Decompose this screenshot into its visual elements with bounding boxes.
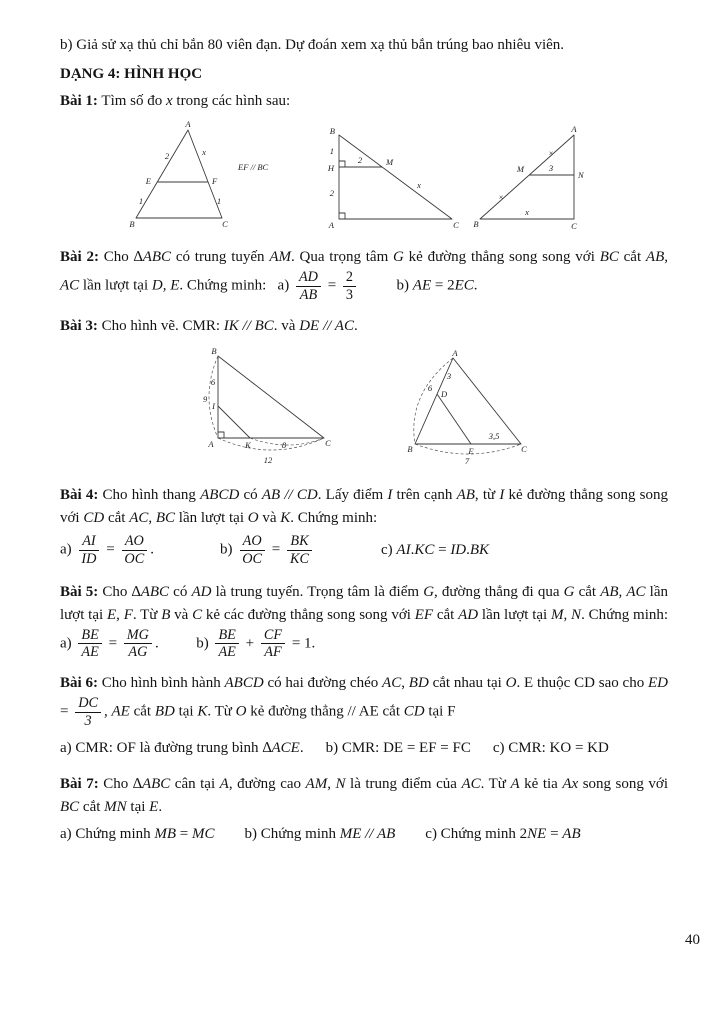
dashed-arc-ac bbox=[218, 438, 324, 450]
text-run: ABCD bbox=[200, 486, 240, 503]
text-run: ∆ABC bbox=[132, 776, 171, 793]
fig4-label-8: 8 bbox=[281, 439, 287, 450]
text-run: , bbox=[116, 606, 124, 623]
text-run: . Chứng minh: a) bbox=[179, 277, 293, 294]
text-run: , bbox=[563, 606, 572, 623]
text-run: ∆ACE bbox=[262, 739, 300, 756]
figure-triangle-mn-midline bbox=[472, 125, 592, 230]
text-run: BC bbox=[155, 509, 176, 526]
text-run: . Từ bbox=[207, 703, 236, 720]
fig1-label-b: B bbox=[129, 219, 135, 230]
text-run: . Chứng minh: a) bbox=[60, 606, 669, 651]
text-run: M bbox=[551, 606, 564, 623]
text-run: F bbox=[123, 606, 133, 623]
text-run: kẻ đường thẳng song song với bbox=[60, 486, 668, 526]
text-run: có bbox=[239, 486, 262, 503]
text-run: c) bbox=[381, 541, 397, 558]
fig5-label-35: 3,5 bbox=[488, 430, 500, 441]
text-run: b) bbox=[359, 277, 413, 294]
fig3-label-b: B bbox=[473, 219, 479, 230]
text-run: ABCD bbox=[224, 675, 264, 692]
text-run: . Từ bbox=[480, 776, 511, 793]
text-run: Tìm số đo bbox=[97, 92, 166, 109]
text-run: AC bbox=[60, 277, 80, 294]
text-run: có hai đường chéo bbox=[263, 675, 383, 692]
fig2-label-h: H bbox=[327, 163, 334, 174]
text-run: . bbox=[410, 541, 415, 558]
text-run: , bbox=[104, 703, 112, 720]
text-run: . và bbox=[273, 317, 300, 334]
fig2-label-1: 1 bbox=[329, 146, 334, 157]
fraction: $\frac{AO}{OC}$ bbox=[239, 533, 265, 567]
text-run: a) bbox=[60, 541, 76, 558]
text-run: trong các hình sau: bbox=[172, 92, 291, 109]
text-run: , bbox=[162, 277, 171, 294]
text-run: O bbox=[247, 509, 259, 526]
text-run: DE // AC bbox=[299, 317, 354, 334]
text-run: , bbox=[401, 675, 409, 692]
exercise-6-item-b bbox=[326, 737, 471, 760]
text-run: . bbox=[353, 317, 358, 334]
figure-triangle-de bbox=[405, 350, 530, 468]
text-run: BD bbox=[408, 675, 429, 692]
fig4-label-9: 9 bbox=[203, 393, 208, 404]
text-run: A bbox=[219, 776, 229, 793]
exercise-3-statement bbox=[60, 315, 668, 338]
figure-right-triangle-ik bbox=[202, 346, 337, 468]
text-run: b) Giả sử xạ thủ chỉ bắn 80 viên đạn. Dự đoán xem xạ thủ bắn trúng bao nhiêu viên. bbox=[60, 37, 565, 53]
text-run: AI bbox=[396, 541, 411, 558]
text-run: , bbox=[327, 776, 336, 793]
exercise-7-statement bbox=[60, 773, 668, 819]
fraction: $\frac{MG}{AG}$ bbox=[124, 627, 152, 661]
text-run: EC bbox=[454, 277, 474, 294]
text-run: Cho bbox=[98, 249, 134, 266]
segment-de bbox=[437, 394, 471, 444]
fraction: $\frac{CF}{AF}$ bbox=[261, 627, 285, 661]
fig2-label-2-top: 2 bbox=[357, 155, 363, 166]
text-run: K bbox=[280, 509, 291, 526]
text-run: AB // CD bbox=[261, 486, 318, 503]
text-run: Bài 4: bbox=[60, 486, 99, 503]
text-run: E bbox=[106, 606, 117, 623]
text-run: O bbox=[235, 703, 247, 720]
figure-triangle-ef-parallel-bc bbox=[126, 118, 311, 230]
exercise-1-statement bbox=[60, 90, 668, 113]
fig5-label-c: C bbox=[521, 443, 527, 454]
text-run: I bbox=[499, 486, 505, 503]
text-run: song song với bbox=[578, 776, 669, 793]
fig5-label-6: 6 bbox=[427, 382, 433, 393]
fraction: $\frac{BK}{KC}$ bbox=[287, 533, 312, 567]
text-run: và bbox=[170, 606, 193, 623]
dashed-arc-ba bbox=[209, 356, 218, 438]
text-run: cắt bbox=[79, 799, 105, 816]
exercise-5-statement bbox=[60, 581, 668, 660]
fig2-label-m: M bbox=[386, 157, 394, 168]
fig5-label-b: B bbox=[407, 443, 413, 454]
text-run: có trung tuyến bbox=[171, 249, 270, 266]
text-run: AC bbox=[129, 509, 149, 526]
fig2-label-c: C bbox=[453, 220, 459, 231]
text-run: Cho hình thang bbox=[98, 486, 201, 503]
text-run: . Chứng minh: bbox=[290, 509, 378, 526]
text-run: b) bbox=[219, 541, 237, 558]
fraction: $\frac{BE}{AE}$ bbox=[215, 627, 238, 661]
text-run: a) Chứng minh bbox=[60, 826, 155, 843]
text-run: a) CMR: OF là đường trung bình bbox=[60, 739, 263, 756]
triangle-outline bbox=[218, 356, 324, 438]
section-heading bbox=[60, 63, 668, 86]
text-run: . bbox=[299, 739, 304, 756]
text-run: E bbox=[170, 277, 180, 294]
text-run: BC bbox=[599, 249, 619, 266]
text-run: cắt bbox=[129, 703, 155, 720]
text-run: là trung tuyến. Trọng tâm là điểm bbox=[211, 584, 424, 601]
fig2-label-b: B bbox=[329, 126, 335, 137]
exercise-4-items bbox=[60, 533, 668, 567]
fig1-label-2: 2 bbox=[164, 151, 170, 162]
text-run: KC bbox=[414, 541, 435, 558]
text-run: . bbox=[466, 541, 470, 558]
text-run: , đường thẳng đi qua bbox=[434, 584, 564, 601]
text-run: = bbox=[434, 541, 451, 558]
text-run: lần lượt tại bbox=[60, 584, 669, 623]
text-run: I bbox=[387, 486, 393, 503]
fig4-label-k: K bbox=[245, 439, 251, 450]
text-run: = bbox=[268, 541, 284, 558]
fig1-label-c: C bbox=[222, 219, 228, 230]
triangle-outline bbox=[415, 358, 521, 444]
fig3-tick-2: × bbox=[548, 148, 554, 159]
text-run: có bbox=[169, 584, 192, 601]
text-run: Bài 7: bbox=[60, 776, 99, 793]
text-run: c) Chứng minh 2 bbox=[425, 826, 528, 843]
fig3-label-c: C bbox=[571, 221, 577, 231]
text-run: Cho bbox=[98, 584, 132, 601]
fig1-label-f: F bbox=[212, 176, 218, 187]
text-run: . Qua trọng tâm bbox=[291, 249, 394, 266]
text-run: AC bbox=[461, 776, 481, 793]
exercise-6-statement bbox=[60, 672, 668, 729]
text-run: , đường cao bbox=[228, 776, 306, 793]
text-run: lần lượt tại bbox=[79, 277, 152, 294]
text-run: = 1. bbox=[288, 634, 316, 651]
text-run: G bbox=[563, 584, 575, 601]
text-run: kẻ đường thẳng // AE cắt bbox=[246, 703, 404, 720]
fig5-label-e: E bbox=[468, 445, 474, 456]
exercise-6-item-c bbox=[493, 737, 609, 760]
fig3-label-x: x bbox=[525, 207, 529, 218]
text-run: , bbox=[148, 509, 156, 526]
text-run: Cho bbox=[98, 776, 133, 793]
text-run: AD bbox=[191, 584, 212, 601]
text-run: DẠNG 4: HÌNH HỌC bbox=[60, 65, 203, 82]
text-run: cắt bbox=[104, 509, 130, 526]
text-run: O bbox=[505, 675, 517, 692]
fig3-label-3: 3 bbox=[548, 163, 554, 174]
intro-line-b bbox=[60, 34, 668, 57]
figure-right-triangle-hm bbox=[319, 125, 464, 230]
right-angle-mark-a bbox=[218, 432, 224, 438]
text-run: AE bbox=[111, 703, 130, 720]
text-run: BC bbox=[60, 799, 80, 816]
text-run: c) CMR: KO = KD bbox=[492, 739, 609, 756]
text-run: , từ bbox=[474, 486, 500, 503]
text-run: MB bbox=[154, 826, 177, 843]
text-run: AC bbox=[626, 584, 646, 601]
text-run: AB bbox=[562, 826, 581, 843]
text-run: . Lấy điểm bbox=[317, 486, 388, 503]
fig5-label-7: 7 bbox=[464, 455, 470, 466]
text-run: = bbox=[323, 277, 340, 294]
text-run: K bbox=[197, 703, 208, 720]
text-run: = bbox=[176, 826, 193, 843]
exercise-4-statement bbox=[60, 484, 668, 530]
text-run: BK bbox=[469, 541, 490, 558]
text-run: IK // BC bbox=[223, 317, 274, 334]
text-run: lần lượt tại bbox=[175, 509, 248, 526]
text-run: BD bbox=[154, 703, 175, 720]
fig1-label-e: E bbox=[145, 176, 151, 187]
text-run: tại F bbox=[424, 703, 456, 720]
exercise-7-item-b bbox=[245, 823, 396, 846]
text-run: AC bbox=[382, 675, 402, 692]
text-run: Bài 5: bbox=[60, 584, 99, 601]
text-run: ED bbox=[648, 675, 669, 692]
right-angle-mark-h bbox=[339, 161, 345, 167]
fig5-label-a: A bbox=[452, 349, 458, 358]
right-angle-mark-a bbox=[339, 213, 345, 219]
text-run: Bài 1: bbox=[60, 92, 98, 109]
text-run: G bbox=[423, 584, 435, 601]
text-run: , bbox=[664, 249, 668, 266]
text-run: E bbox=[149, 799, 159, 816]
text-run: AB bbox=[456, 486, 475, 503]
exercise-7-item-a bbox=[60, 823, 215, 846]
exercise-2-statement bbox=[60, 246, 668, 303]
text-run: C bbox=[192, 606, 203, 623]
text-run: ∆ABC bbox=[133, 249, 172, 266]
fig4-label-a: A bbox=[208, 438, 214, 449]
text-run: AM bbox=[305, 776, 328, 793]
text-run: CD bbox=[83, 509, 105, 526]
fraction: $\frac{DC}{3}$ bbox=[75, 695, 101, 729]
text-run: . bbox=[158, 799, 163, 816]
text-run: ME // AB bbox=[339, 826, 396, 843]
text-run: , bbox=[618, 584, 627, 601]
text-run: = bbox=[546, 826, 563, 843]
text-run: Bài 2: bbox=[60, 249, 99, 266]
fraction: $\frac{AO}{OC}$ bbox=[121, 533, 147, 567]
fig4-label-6: 6 bbox=[210, 376, 216, 387]
fraction: $\frac{2}{3}$ bbox=[343, 269, 356, 303]
text-run: là trung điểm của bbox=[345, 776, 462, 793]
text-run: trên cạnh bbox=[392, 486, 457, 503]
dashed-arc-kc bbox=[250, 438, 324, 445]
fig3-label-a: A bbox=[571, 125, 577, 135]
text-run: A bbox=[510, 776, 520, 793]
text-run: cắt bbox=[433, 606, 459, 623]
text-run: kẻ các đường thẳng song song với bbox=[202, 606, 415, 623]
exercise-6-items bbox=[60, 737, 668, 760]
triangle-outline bbox=[136, 130, 222, 218]
fig5-label-d: D bbox=[441, 388, 448, 399]
text-run: N bbox=[335, 776, 346, 793]
fig2-label-a: A bbox=[328, 220, 334, 231]
text-run: ∆ABC bbox=[131, 584, 170, 601]
text-run: ID bbox=[450, 541, 467, 558]
fig4-label-b: B bbox=[211, 345, 217, 356]
text-run: AE bbox=[412, 277, 432, 294]
text-run: Cho hình bình hành bbox=[97, 675, 225, 692]
fig1-note: EF // BC bbox=[238, 162, 269, 173]
text-run: Bài 6: bbox=[60, 675, 98, 692]
text-run: . Từ bbox=[132, 606, 162, 623]
exercise-4-item-c bbox=[381, 539, 489, 562]
exercise-4-item-a bbox=[60, 533, 154, 567]
text-run: cắt bbox=[574, 584, 601, 601]
text-run: NE bbox=[527, 826, 547, 843]
segment-ik bbox=[218, 406, 250, 438]
text-run: tại bbox=[174, 703, 198, 720]
exercise-1-figures bbox=[60, 118, 668, 230]
text-run: N bbox=[571, 606, 582, 623]
text-run: và bbox=[258, 509, 281, 526]
fig4-label-i: I bbox=[212, 400, 215, 411]
text-run: EF bbox=[414, 606, 434, 623]
fig3-tick-1: × bbox=[498, 192, 504, 203]
text-run: CD bbox=[403, 703, 425, 720]
fig1-label-x: x bbox=[202, 147, 206, 158]
text-run: MN bbox=[104, 799, 127, 816]
page-number: 40 bbox=[685, 932, 700, 948]
text-run: + bbox=[241, 634, 258, 651]
fig1-label-1-left: 1 bbox=[138, 196, 144, 207]
exercise-4-item-b bbox=[220, 533, 315, 567]
exercise-7-items bbox=[60, 823, 668, 846]
fig5-label-3: 3 bbox=[446, 370, 452, 381]
text-run: x bbox=[166, 92, 173, 109]
fig1-label-a: A bbox=[185, 119, 191, 130]
text-run: Ax bbox=[562, 776, 579, 793]
text-run: . E thuộc CD sao cho bbox=[516, 675, 649, 692]
exercise-7-item-c bbox=[425, 823, 580, 846]
fig3-label-m: M bbox=[516, 164, 524, 175]
text-run: tại bbox=[126, 799, 150, 816]
text-run: AB bbox=[645, 249, 665, 266]
fig4-label-c: C bbox=[325, 437, 331, 448]
exercise-3-figures bbox=[60, 346, 668, 468]
text-run: cân tại bbox=[170, 776, 220, 793]
text-run: lần lượt tại bbox=[478, 606, 551, 623]
text-run: D bbox=[151, 277, 163, 294]
fig2-label-x: x bbox=[417, 180, 421, 191]
text-run: . bbox=[473, 277, 478, 294]
text-run: MC bbox=[192, 826, 215, 843]
text-run: cắt nhau tại bbox=[428, 675, 506, 692]
text-run: cắt bbox=[618, 249, 646, 266]
text-run: kẻ tia bbox=[519, 776, 563, 793]
text-run: AM bbox=[269, 249, 291, 266]
fig2-label-2-left: 2 bbox=[329, 188, 334, 199]
text-run: b) Chứng minh bbox=[244, 826, 340, 843]
fraction: $\frac{BE}{AE}$ bbox=[78, 627, 101, 661]
exercise-6-item-a bbox=[60, 737, 304, 760]
text-run: = bbox=[60, 703, 73, 720]
text-run: Bài 3: bbox=[60, 317, 98, 334]
text-run: B bbox=[161, 606, 171, 623]
text-run: Cho hình vẽ. CMR: bbox=[97, 317, 224, 334]
text-run: AD bbox=[458, 606, 479, 623]
fraction: $\frac{AD}{AB}$ bbox=[296, 269, 321, 303]
text-run: = bbox=[104, 634, 121, 651]
fraction: $\frac{AI}{ID}$ bbox=[78, 533, 99, 567]
text-run: b) CMR: DE = EF = FC bbox=[325, 739, 471, 756]
fig1-label-1-right: 1 bbox=[216, 196, 222, 207]
text-run: AB bbox=[600, 584, 619, 601]
text-run: kẻ đường thẳng song song với bbox=[403, 249, 600, 266]
text-run: = bbox=[102, 541, 119, 558]
triangle-outline bbox=[339, 135, 452, 219]
text-run: = 2 bbox=[431, 277, 455, 294]
fig3-label-n: N bbox=[578, 170, 584, 181]
text-run: G bbox=[393, 249, 404, 266]
text-run: . bbox=[150, 541, 154, 558]
text-run: . b) bbox=[154, 634, 213, 651]
fig4-label-12: 12 bbox=[263, 454, 273, 465]
